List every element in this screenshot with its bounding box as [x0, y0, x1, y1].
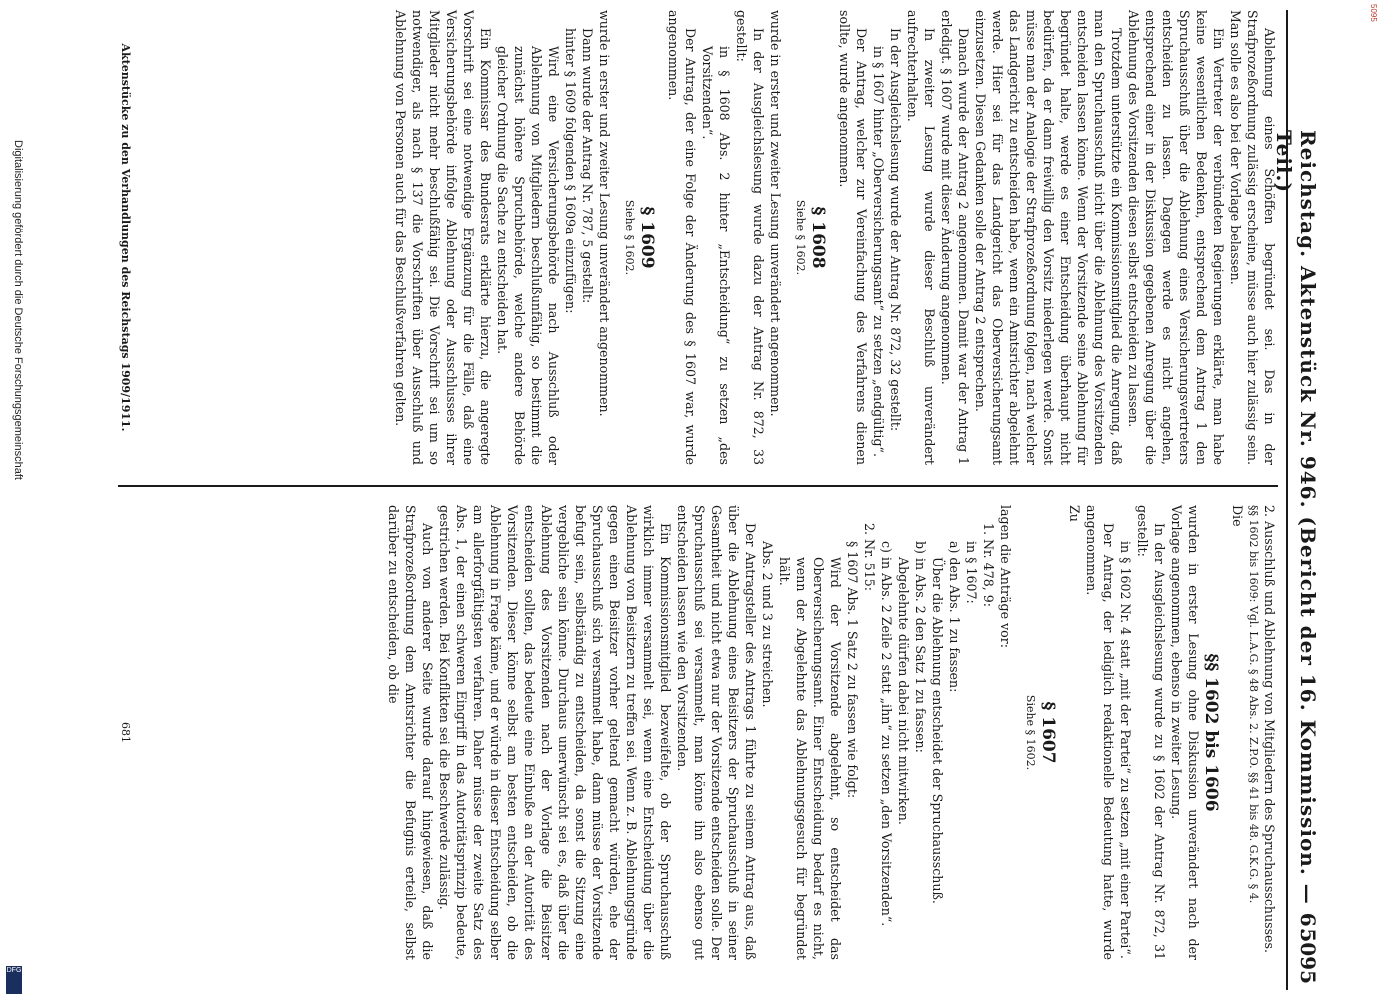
column-divider	[118, 485, 1278, 487]
section-reference: Siehe § 1602.	[623, 199, 636, 276]
dfg-logo	[6, 966, 22, 994]
indented-paragraph: in § 1608 Abs. 2 hinter „Entscheidung“ zu setzen „des Vorsitzenden“.	[700, 46, 732, 465]
paragraph: Der Antrag, der eine Folge der Änderung des § 1607 war, wurde angenommen.	[666, 10, 698, 465]
paragraph: In der Ausgleichslesung wurde dazu der Antrag Nr. 872, 33 gestellt:	[734, 10, 766, 465]
paragraph: In der Ausgleichslesung wurde der Antrag Nr. 872, 32 gestellt:	[888, 28, 903, 432]
indented-paragraph: Abs. 2 und 3 zu streichen.	[760, 541, 775, 708]
paragraph: Zu	[1067, 505, 1082, 522]
section-reference: Siehe § 1602.	[794, 199, 807, 276]
section-heading: § 1609	[637, 206, 657, 269]
dfg-logo-text: DFG	[6, 967, 22, 974]
paragraph: Danach wurde der Antrag 2 angenommen. Damit war der Antrag 1 erledigt. § 1607 wurde mit dieser Änderung angenommen.	[939, 10, 971, 465]
section-heading: § 1607	[1038, 701, 1058, 764]
document-page	[94, 10, 1324, 990]
indented-paragraph: Wird eine Versicherungsbehörde nach Ausschluß oder Ablehnung von Mitgliedern beschlußunfähig, so bestimmt die zunächst höhere Spruchbehörde, welche andere Behörde gleicher Ordnung die Sache zu entscheiden hat.	[495, 46, 561, 465]
paragraph: Ein Kommissionsmitglied bezweifelte, ob der Spruchausschuß wirklich immer versammelt sei, wenn eine Entscheidung über die Ablehnung von Beisitzern zu treffen sei. Wenn z. B. Ablehnungsgründe gegen einen Beisitzer vorher geltend gemacht würden, ehe der Spruchausschuß sich versammelt habe, dann müsse der Vorsitzende befugt sein, selbständig zu entscheiden, da sonst die Sitzung eine vergebliche sein könne. Durchaus unerwünscht sei es, daß über die Ablehnung des Vorsitzenden nach der Vorlage die Beisitzer entscheiden sollten, das bedeute eine Einbuße an der Autorität des Vorsitzenden. Dieser könne selbst am besten entscheiden, ob die Ablehnung in Frage käme, und er würde in dieser Entscheidung selber am allerforgfältigsten verfahren. Daher müsse der zweite Satz des Abs. 1, der einen schweren Eingriff in das Autoritätsprinzip bedeute, gestrichen werden. Bei Konflikten sei die Beschwerde zulässig.	[437, 505, 673, 960]
indented-paragraph: Über die Ablehnung entscheidet der Spruchausschuß.	[930, 557, 945, 904]
rotated-page	[84, 0, 1384, 1000]
right-column	[385, 505, 1278, 960]
paragraph: Auch von anderer Seite wurde darauf hingewiesen, daß die Strafprozeßordnung dem Amtsrichter die Befugnis erteile, selbst darüber zu entscheiden, ob die	[386, 505, 435, 960]
indented-paragraph: in § 1607 hinter „Oberversicherungsamt“ zu setzen „endgültig“.	[871, 46, 886, 457]
paragraph: Dann wurde der Antrag Nr. 787, 5 gestellt:	[580, 28, 595, 304]
indented-paragraph: c) in Abs. 2 Zeile 2 statt „ihn“ zu setzen „den Vorsitzenden“.	[879, 541, 894, 927]
paragraph: wurden in erster Lesung ohne Diskussion unverändert nach der Vorlage angenommen, ebenso in zweiter Lesung.	[1169, 505, 1201, 960]
paragraph: Der Antrag, der lediglich redaktionelle Bedeutung hatte, wurde angenommen.	[1084, 505, 1116, 960]
paragraph: lagen die Anträge vor:	[998, 505, 1013, 648]
paragraph: Ein Kommissar des Bundesrats erklärte hierzu, die angeregte Vorschrift sei eine notwendige Ergänzung für die Fälle, daß eine Versicherungsbehörde infolge Ablehnung oder Ausschlusses ihrer Mitglieder nicht mehr beschlußfähig sei. Die Vorschrift sei um so notwendiger, als nach § 137 die Vorschriften über Ausschluß und Ablehnung von Personen auch für das Beschlußverfahren gelten.	[393, 10, 493, 465]
indented-paragraph: 1. Nr. 478, 9:	[981, 523, 996, 607]
indented-paragraph: a) den Abs. 1 zu fassen:	[947, 541, 962, 693]
paragraph: 2. Ausschluß und Ablehnung von Mitgliedern des Spruchausschusses.	[1262, 505, 1277, 953]
paragraph: In zweiter Lesung wurde dieser Beschluß unverändert aufrechterhalten.	[905, 10, 937, 465]
page-title: Reichstag. Aktenstück Nr. 946. (Bericht der 16. Kommission. — 6. Teil.)	[1272, 130, 1320, 936]
indented-paragraph: 2. Nr. 515:	[862, 523, 877, 591]
indented-paragraph: § 1607 Abs. 1 Satz 2 zu fassen wie folgt:	[845, 541, 860, 799]
section-reference: Siehe § 1602.	[1024, 694, 1037, 771]
paragraph: In der Ausgleichslesung wurde zu § 1602 der Antrag Nr. 872, 31 gestellt:	[1135, 505, 1167, 960]
digitization-credit-text: Digitalisierung gefördert durch die Deutsche Forschungsgemeinschaft	[12, 140, 24, 480]
scan-mark: 5095	[1369, 4, 1378, 22]
paragraph: wurde in erster und zweiter Lesung unverändert angenommen.	[768, 10, 783, 417]
paragraph: Ein Vertreter der verbündeten Regierungen erklärte, man habe keine wesentlichen Bedenken, entsprechend dem Antrag 1 den Spruchausschuß über die Ablehnung eines Versicherungsvertreters entscheiden zu lassen. Dagegen werde es nicht angehen, entsprechend einer in der Diskussion gegebenen Anregung über die Ablehnung des Vorsitzenden diesen selbst entscheiden zu lassen.	[1126, 10, 1226, 465]
section-heading: §§ 1602 bis 1606	[1201, 653, 1221, 812]
indented-paragraph: Abgelehnte dürfen dabei nicht mitwirken.	[896, 557, 911, 825]
indented-paragraph: in § 1607:	[964, 541, 979, 604]
footer-number: 681	[119, 722, 132, 743]
paragraph: Der Antrag, welcher zur Vereinfachung des Verfahrens dienen sollte, wurde angenommen.	[837, 10, 869, 465]
page-number: 5095	[1296, 928, 1320, 984]
paragraph: Trotzdem unterstützte ein Kommissionsmitglied die Anregung, daß man den Spruchausschuß nicht über die Ablehnung des Vorsitzenden entscheiden lassen könne. Wenn der Vorsitzende seine Ablehnung für begründet halte, werde es einer Entscheidung überhaupt nicht bedürfen, da er dann freiwillig den Vorsitz niederlegen werde. Sonst müsse man der Analogie der Strafprozeßordnung folgen, nach welcher das Landgericht zu entscheiden habe, wenn ein Amtsrichter abgelehnt werde. Hier sei für das Landgericht das Oberversicherungsamt einzusetzen. Diesen Gedanken solle der Antrag 2 entsprechen.	[973, 10, 1124, 465]
page-header	[1272, 10, 1324, 990]
indented-paragraph: in § 1602 Nr. 4 statt „mit der Partei“ zu setzen „mit einer Partei“.	[1118, 541, 1133, 959]
digitization-credit	[4, 140, 30, 995]
indented-paragraph: hinter § 1609 folgenden § 1609a einzufügen:	[563, 28, 578, 314]
left-column	[392, 10, 1278, 465]
paragraph: wurde in erster und zweiter Lesung unverändert angenommen.	[597, 10, 612, 417]
paragraph: Der Antragsteller des Antrags 1 führte zu seinem Antrag aus, daß über die Ablehnung eines Beisitzers der Spruchausschuß in seiner Gesamtheit und nicht etwa nur der Vorsitzende entscheiden solle. Der Spruchausschuß sei versammelt, man könne ihn also ebenso gut entscheiden lassen wie den Vorsitzenden.	[675, 505, 758, 960]
reference-note: §§ 1602 bis 1609: Vgl. L.A.G. § 48 Abs. 2. Z.P.O. §§ 41 bis 48. G.K.G. § 4.	[1247, 505, 1260, 904]
footer-note: Aktenstücke zu den Verhandlungen des Reichstags 1909/1911.	[119, 43, 132, 432]
indented-paragraph: Wird der Vorsitzende abgelehnt, so entscheidet das Oberversicherungsamt. Einer Entscheidung bedarf es nicht, wenn der Abgelehnte das Ablehnungsgesuch für begründet hält.	[777, 557, 843, 960]
paragraph: Ablehnung eines Schöffen begründet sei. Das in der Strafprozeßordnung zulässig erscheine, müsse auch hier zulässig sein. Man solle es also bei der Vorlage belassen.	[1228, 10, 1277, 465]
paragraph: Die	[1230, 505, 1245, 527]
section-heading: § 1608	[808, 206, 828, 269]
indented-paragraph: b) in Abs. 2 den Satz 1 zu fassen:	[913, 541, 928, 753]
